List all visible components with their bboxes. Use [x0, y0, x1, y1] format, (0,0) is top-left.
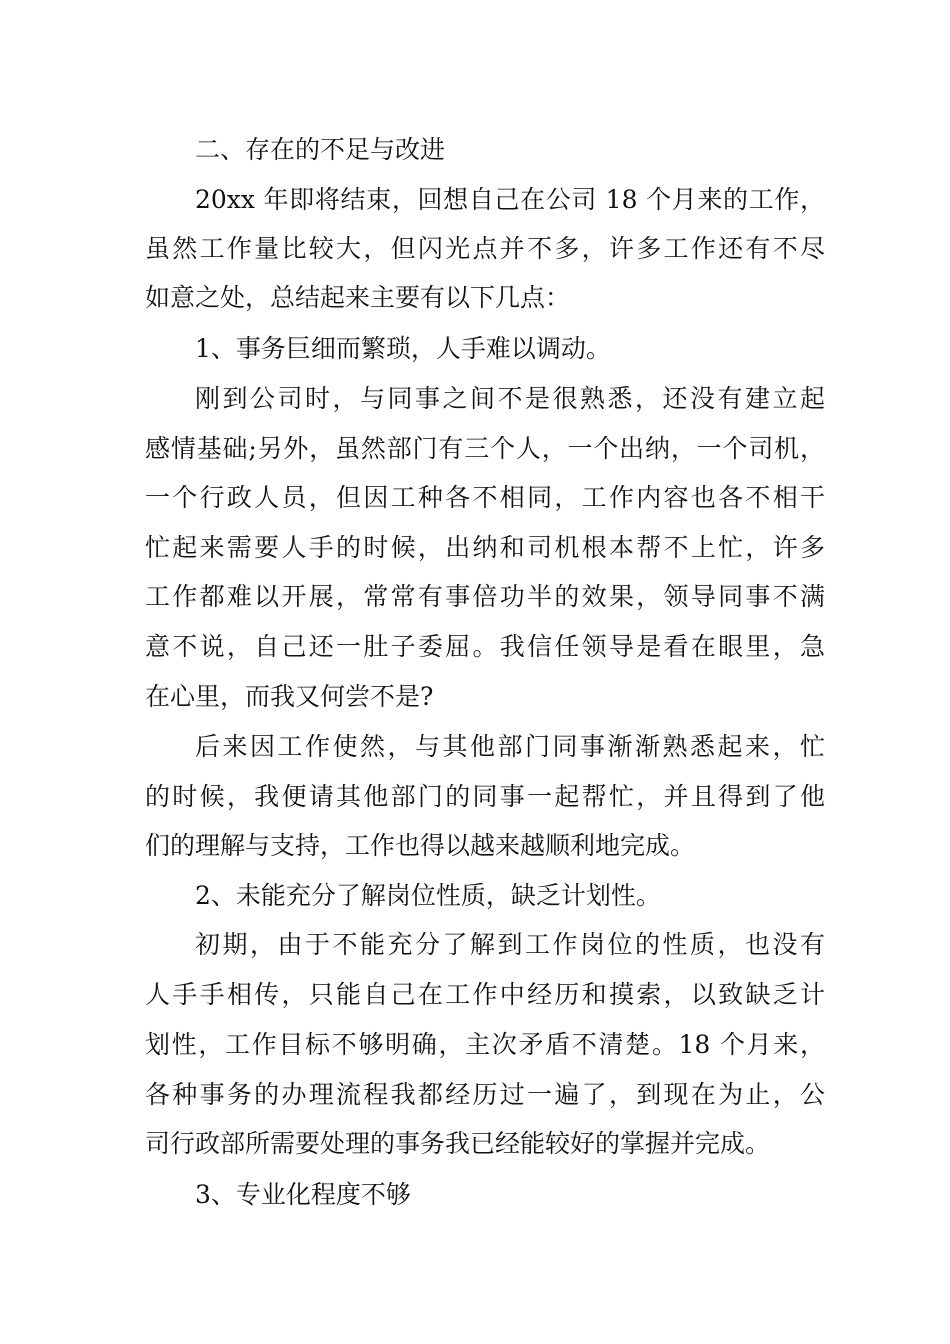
paragraph-line: 一个行政人员，但因工种各不相同，工作内容也各不相干: [145, 483, 825, 512]
list-item-heading: 3、专业化程度不够: [195, 1180, 411, 1209]
paragraph-line: 如意之处，总结起来主要有以下几点：: [145, 283, 571, 312]
paragraph-line: 虽然工作量比较大，但闪光点并不多，许多工作还有不尽: [145, 234, 825, 263]
paragraph-line: 人手手相传，只能自己在工作中经历和摸索，以致缺乏计: [145, 980, 825, 1009]
paragraph-line: 刚到公司时，与同事之间不是很熟悉，还没有建立起: [195, 384, 825, 413]
paragraph-line: 忙起来需要人手的时候，出纳和司机根本帮不上忙，许多: [145, 533, 825, 562]
list-item-heading: 1、事务巨细而繁琐，人手难以调动。: [195, 334, 611, 363]
paragraph-line: 20xx 年即将结束，回想自己在公司 18 个月来的工作，: [195, 185, 825, 214]
paragraph-line: 感情基础;另外，虽然部门有三个人，一个出纳，一个司机，: [145, 434, 825, 463]
paragraph-line: 们的理解与支持，工作也得以越来越顺利地完成。: [145, 831, 696, 860]
paragraph-line: 的时候，我便请其他部门的同事一起帮忙，并且得到了他: [145, 782, 825, 811]
paragraph-line: 意不说，自己还一肚子委屈。我信任领导是看在眼里，急: [145, 632, 825, 661]
paragraph-line: 工作都难以开展，常常有事倍功半的效果，领导同事不满: [145, 582, 825, 611]
paragraph-line: 后来因工作使然，与其他部门同事渐渐熟悉起来，忙: [195, 732, 825, 761]
list-item-heading: 2、未能充分了解岗位性质，缺乏计划性。: [195, 881, 661, 910]
section-heading: 二、存在的不足与改进: [195, 135, 446, 164]
paragraph-line: 在心里，而我又何尝不是?: [145, 682, 434, 711]
paragraph-line: 各种事务的办理流程我都经历过一遍了，到现在为止，公: [145, 1080, 825, 1109]
paragraph-line: 初期，由于不能充分了解到工作岗位的性质，也没有: [195, 930, 825, 959]
paragraph-line: 司行政部所需要处理的事务我已经能较好的掌握并完成。: [145, 1129, 771, 1158]
paragraph-line: 划性，工作目标不够明确，主次矛盾不清楚。18 个月来，: [145, 1030, 825, 1059]
